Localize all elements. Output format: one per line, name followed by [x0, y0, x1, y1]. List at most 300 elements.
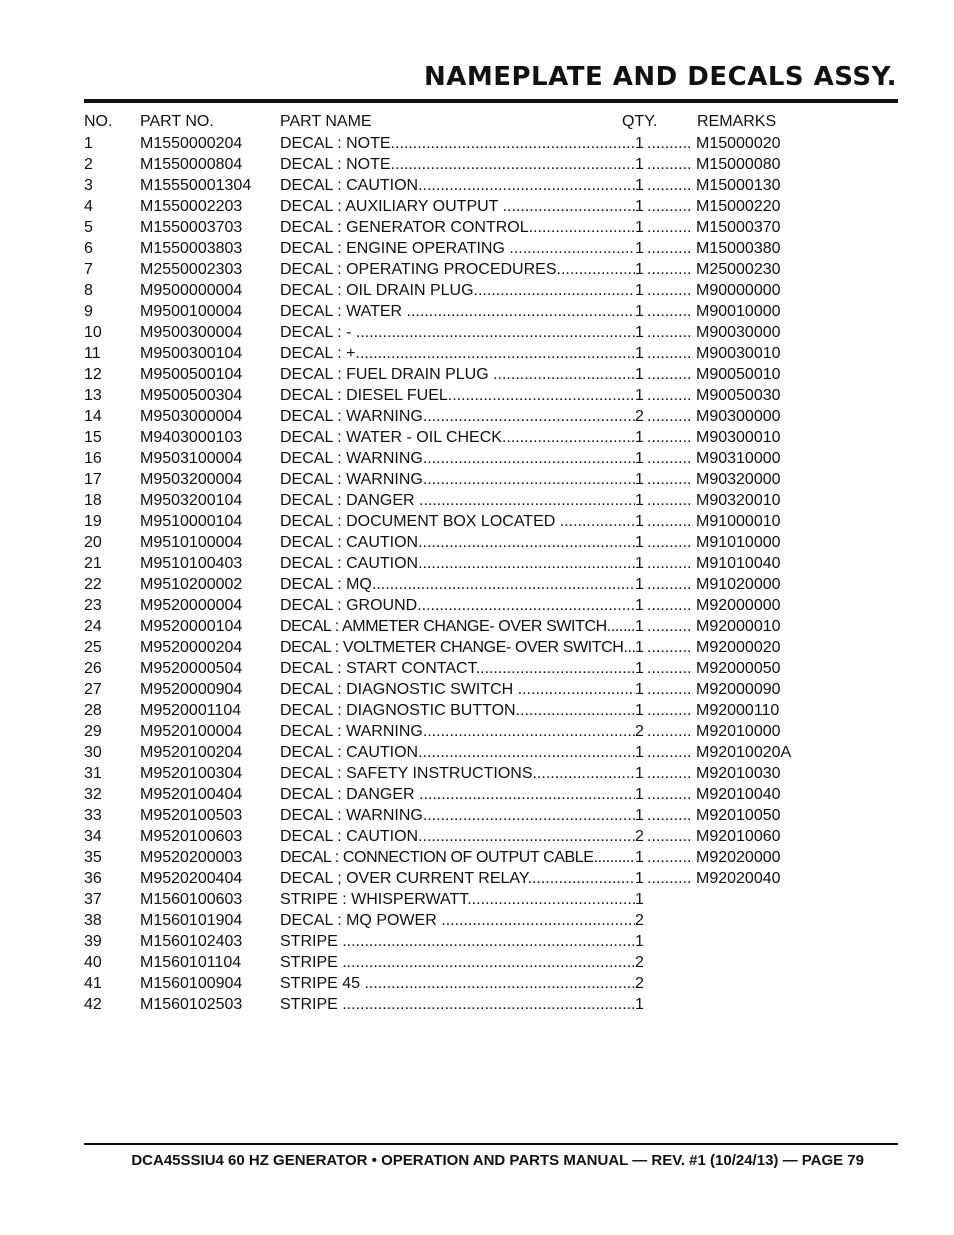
part-name: DECAL : WARNING	[280, 471, 423, 488]
part-name: DECAL : OIL DRAIN PLUG	[280, 282, 474, 299]
quantity: 1	[635, 261, 644, 278]
part-name-cell	[280, 364, 643, 385]
part-name: DECAL : -	[280, 324, 356, 341]
header-no: NO.	[84, 113, 113, 130]
part-name-cell	[280, 427, 643, 448]
part-number: M15550001304	[140, 177, 252, 194]
remarks: M92010000	[696, 723, 781, 740]
row-number: 5	[84, 219, 93, 236]
leader-dots	[647, 469, 693, 490]
remarks: M92000050	[696, 660, 781, 677]
part-number: M9500500104	[140, 366, 243, 383]
part-name-cell	[280, 868, 643, 889]
part-number: M9520000204	[140, 639, 243, 656]
part-number: M9520200003	[140, 849, 243, 866]
leader-dots	[647, 280, 693, 301]
quantity: 1	[635, 429, 644, 446]
part-name-cell	[280, 343, 643, 364]
quantity: 1	[635, 387, 644, 404]
leader-dots	[476, 660, 643, 677]
row-number: 13	[84, 387, 102, 404]
quantity: 1	[635, 345, 644, 362]
remarks: M25000230	[696, 261, 781, 278]
leader-dots	[647, 784, 693, 805]
remarks: M90300000	[696, 408, 781, 425]
remarks: M15000020	[696, 135, 781, 152]
part-name: DECAL : MQ	[280, 576, 372, 593]
table-row	[84, 217, 884, 238]
part-name-cell	[280, 385, 643, 406]
row-number: 21	[84, 555, 102, 572]
part-name-cell	[280, 658, 643, 679]
quantity: 1	[635, 807, 644, 824]
table-row	[84, 637, 884, 658]
quantity: 1	[635, 576, 644, 593]
remarks: M91020000	[696, 576, 781, 593]
remarks: M92000110	[696, 702, 780, 719]
leader-dots	[342, 933, 643, 950]
leader-dots	[532, 765, 643, 782]
part-number: M9403000103	[140, 429, 243, 446]
table-row	[84, 658, 884, 679]
leader-dots	[647, 700, 693, 721]
part-name: DECAL : OPERATING PROCEDURES	[280, 261, 557, 278]
part-name: DECAL : WARNING	[280, 723, 423, 740]
quantity: 1	[635, 450, 644, 467]
leader-dots	[647, 322, 693, 343]
leader-dots	[418, 555, 643, 572]
part-name: DECAL : START CONTACT	[280, 660, 476, 677]
row-number: 23	[84, 597, 102, 614]
table-row	[84, 259, 884, 280]
part-name-cell	[280, 910, 643, 931]
leader-dots	[503, 198, 643, 215]
part-name-cell	[280, 679, 643, 700]
remarks: M92010060	[696, 828, 781, 845]
part-name-cell	[280, 889, 643, 910]
leader-dots	[647, 448, 693, 469]
remarks: M90010000	[696, 303, 781, 320]
part-name: DECAL : GROUND	[280, 597, 418, 614]
table-row	[84, 406, 884, 427]
part-name-cell	[280, 301, 643, 322]
part-name-cell	[280, 448, 643, 469]
quantity: 1	[635, 471, 644, 488]
row-number: 42	[84, 996, 102, 1013]
quantity: 1	[635, 702, 644, 719]
leader-dots	[418, 828, 643, 845]
part-name-cell	[280, 553, 643, 574]
table-row	[84, 700, 884, 721]
quantity: 1	[635, 198, 644, 215]
quantity: 1	[635, 366, 644, 383]
leader-dots	[647, 574, 693, 595]
remarks: M15000370	[696, 219, 781, 236]
remarks: M15000130	[696, 177, 781, 194]
row-number: 34	[84, 828, 102, 845]
row-number: 9	[84, 303, 93, 320]
table-row	[84, 973, 884, 994]
table-row	[84, 952, 884, 973]
row-number: 26	[84, 660, 102, 677]
quantity: 1	[635, 303, 644, 320]
part-name: DECAL : SAFETY INSTRUCTIONS	[280, 765, 533, 782]
part-name-cell	[280, 259, 643, 280]
part-number: M9520100004	[140, 723, 243, 740]
part-name-cell	[280, 721, 643, 742]
remarks: M90300010	[696, 429, 781, 446]
part-number: M1560102403	[140, 933, 243, 950]
part-number: M9520100404	[140, 786, 243, 803]
remarks: M90030000	[696, 324, 781, 341]
table-row	[84, 784, 884, 805]
row-number: 24	[84, 618, 102, 635]
table-row	[84, 553, 884, 574]
leader-dots	[529, 219, 643, 236]
leader-dots	[355, 345, 643, 362]
leader-dots	[342, 996, 643, 1013]
leader-dots	[647, 490, 693, 511]
table-row	[84, 763, 884, 784]
part-number: M1550003803	[140, 240, 243, 257]
table-row	[84, 721, 884, 742]
part-name-cell	[280, 595, 643, 616]
part-name-cell	[280, 490, 643, 511]
table-row	[84, 595, 884, 616]
remarks: M92000010	[696, 618, 781, 635]
part-name: DECAL : WARNING	[280, 450, 423, 467]
remarks: M90000000	[696, 282, 781, 299]
part-number: M9520001104	[140, 702, 242, 719]
row-number: 7	[84, 261, 93, 278]
part-name-cell	[280, 805, 643, 826]
row-number: 3	[84, 177, 93, 194]
row-number: 31	[84, 765, 102, 782]
footer-rule	[84, 1143, 898, 1145]
leader-dots	[372, 576, 643, 593]
table-row	[84, 280, 884, 301]
row-number: 18	[84, 492, 102, 509]
part-name-cell	[280, 217, 643, 238]
remarks: M15000220	[696, 198, 781, 215]
row-number: 19	[84, 513, 102, 530]
quantity: 1	[635, 744, 644, 761]
table-row	[84, 490, 884, 511]
table-row	[84, 805, 884, 826]
part-name: DECAL : CAUTION	[280, 177, 419, 194]
leader-dots	[419, 786, 643, 803]
part-name-cell	[280, 469, 643, 490]
table-row	[84, 469, 884, 490]
leader-dots	[647, 637, 693, 658]
part-name: DECAL : ENGINE OPERATING	[280, 240, 510, 257]
part-number: M9520100204	[140, 744, 243, 761]
quantity: 1	[635, 996, 644, 1013]
leader-dots	[418, 744, 643, 761]
remarks: M15000080	[696, 156, 781, 173]
remarks: M90050010	[696, 366, 781, 383]
quantity: 1	[635, 282, 644, 299]
leader-dots	[647, 826, 693, 847]
part-name: DECAL : NOTE	[280, 156, 391, 173]
page-footer: DCA45SSIU4 60 HZ GENERATOR • OPERATION AND PARTS MANUAL — REV. #1 (10/24/13) — PAGE 79	[131, 1152, 864, 1169]
leader-dots	[364, 975, 643, 992]
leader-dots	[423, 471, 643, 488]
leader-dots	[518, 681, 643, 698]
quantity: 1	[635, 681, 644, 698]
leader-dots	[647, 364, 693, 385]
part-number: M1560101104	[140, 954, 242, 971]
table-body	[84, 133, 884, 1015]
part-name-cell	[280, 637, 643, 658]
quantity: 2	[635, 975, 644, 992]
quantity: 1	[635, 639, 644, 656]
leader-dots	[647, 175, 693, 196]
row-number: 40	[84, 954, 102, 971]
leader-dots	[647, 154, 693, 175]
part-name: DECAL : GENERATOR CONTROL	[280, 219, 529, 236]
part-number: M1550003703	[140, 219, 243, 236]
quantity: 2	[635, 408, 644, 425]
remarks: M90310000	[696, 450, 781, 467]
row-number: 33	[84, 807, 102, 824]
part-name: DECAL : CAUTION	[280, 828, 419, 845]
leader-dots	[647, 238, 693, 259]
quantity: 2	[635, 954, 644, 971]
leader-dots	[647, 217, 693, 238]
leader-dots	[391, 156, 643, 173]
part-name: STRIPE : WHISPERWATT	[280, 891, 468, 908]
leader-dots	[423, 807, 643, 824]
quantity: 1	[635, 555, 644, 572]
quantity: 1	[635, 156, 644, 173]
part-number: M9510100403	[140, 555, 243, 572]
leader-dots	[502, 429, 643, 446]
leader-dots	[647, 805, 693, 826]
remarks: M91000010	[696, 513, 781, 530]
part-name-cell	[280, 175, 643, 196]
leader-dots	[647, 511, 693, 532]
remarks: M92010040	[696, 786, 781, 803]
part-name: STRIPE	[280, 996, 343, 1013]
quantity: 1	[635, 513, 644, 530]
part-number: M1560102503	[140, 996, 243, 1013]
part-name-cell	[280, 931, 643, 952]
remarks: M92020040	[696, 870, 781, 887]
table-row	[84, 532, 884, 553]
leader-dots	[647, 742, 693, 763]
table-header-row	[84, 111, 884, 133]
part-number: M9520000504	[140, 660, 243, 677]
part-name: DECAL : DOCUMENT BOX LOCATED	[280, 513, 560, 530]
remarks: M92000000	[696, 597, 781, 614]
part-number: M9510000104	[140, 513, 243, 530]
leader-dots	[342, 954, 643, 971]
part-name: DECAL : CAUTION	[280, 555, 419, 572]
quantity: 1	[635, 219, 644, 236]
part-name-cell	[280, 511, 643, 532]
row-number: 37	[84, 891, 102, 908]
quantity: 2	[635, 723, 644, 740]
header-part-no: PART NO.	[140, 113, 214, 130]
header-qty: QTY.	[622, 113, 658, 130]
row-number: 6	[84, 240, 93, 257]
leader-dots	[560, 513, 643, 530]
part-name: DECAL ; OVER CURRENT RELAY	[280, 870, 528, 887]
remarks: M91010000	[696, 534, 781, 551]
part-name: DECAL : WARNING	[280, 807, 423, 824]
table-row	[84, 175, 884, 196]
part-name: DECAL : WARNING	[280, 408, 423, 425]
part-name-cell	[280, 826, 643, 847]
leader-dots	[474, 282, 643, 299]
quantity: 1	[635, 660, 644, 677]
part-number: M2550002303	[140, 261, 243, 278]
part-number: M9520000904	[140, 681, 243, 698]
part-name: STRIPE	[280, 933, 343, 950]
leader-dots	[448, 387, 643, 404]
part-number: M9520100304	[140, 765, 243, 782]
leader-dots	[391, 135, 643, 152]
part-name: DECAL : CONNECTION OF OUTPUT CABLE	[280, 849, 594, 866]
table-row	[84, 133, 884, 154]
part-name-cell	[280, 973, 643, 994]
part-name: DECAL : WATER - OIL CHECK	[280, 429, 502, 446]
quantity: 1	[635, 135, 644, 152]
part-name: STRIPE	[280, 954, 343, 971]
table-row	[84, 238, 884, 259]
leader-dots	[647, 763, 693, 784]
part-name: DECAL : CAUTION	[280, 534, 419, 551]
leader-dots	[419, 492, 643, 509]
table-row	[84, 931, 884, 952]
leader-dots	[557, 261, 644, 278]
part-number: M1550002203	[140, 198, 243, 215]
parts-table	[84, 111, 884, 1015]
table-row	[84, 868, 884, 889]
part-name: DECAL : NOTE	[280, 135, 391, 152]
table-row	[84, 154, 884, 175]
table-row	[84, 574, 884, 595]
table-row	[84, 826, 884, 847]
part-name-cell	[280, 238, 643, 259]
part-number: M9500100004	[140, 303, 243, 320]
part-name-cell	[280, 763, 643, 784]
title-rule	[84, 99, 898, 103]
part-number: M9510100004	[140, 534, 243, 551]
remarks: M90320000	[696, 471, 781, 488]
quantity: 1	[635, 240, 644, 257]
row-number: 20	[84, 534, 102, 551]
quantity: 1	[635, 870, 644, 887]
header-part-name: PART NAME	[280, 113, 372, 130]
leader-dots	[647, 721, 693, 742]
row-number: 32	[84, 786, 102, 803]
remarks: M90050030	[696, 387, 781, 404]
part-number: M9500000004	[140, 282, 243, 299]
row-number: 28	[84, 702, 102, 719]
part-number: M1560100603	[140, 891, 243, 908]
quantity: 1	[635, 618, 644, 635]
leader-dots	[493, 366, 643, 383]
part-number: M9520000104	[140, 618, 243, 635]
table-row	[84, 196, 884, 217]
table-row	[84, 427, 884, 448]
row-number: 27	[84, 681, 102, 698]
leader-dots	[467, 891, 643, 908]
part-number: M1550000204	[140, 135, 243, 152]
leader-dots	[418, 177, 643, 194]
remarks: M90320010	[696, 492, 781, 509]
row-number: 8	[84, 282, 93, 299]
leader-dots	[647, 532, 693, 553]
part-name-cell	[280, 133, 643, 154]
leader-dots	[516, 702, 643, 719]
table-row	[84, 343, 884, 364]
part-number: M9520200404	[140, 870, 243, 887]
table-row	[84, 301, 884, 322]
row-number: 1	[84, 135, 93, 152]
leader-dots	[647, 553, 693, 574]
table-row	[84, 616, 884, 637]
table-row	[84, 847, 884, 868]
part-number: M9503200004	[140, 471, 243, 488]
quantity: 2	[635, 912, 644, 929]
leader-dots	[647, 847, 693, 868]
part-name: DECAL : WATER	[280, 303, 407, 320]
remarks: M92010020A	[696, 744, 792, 761]
part-name-cell	[280, 532, 643, 553]
leader-dots	[647, 133, 693, 154]
leader-dots	[509, 240, 643, 257]
leader-dots	[647, 616, 693, 637]
part-name: DECAL : DIESEL FUEL	[280, 387, 448, 404]
table-row	[84, 742, 884, 763]
remarks: M92000090	[696, 681, 781, 698]
leader-dots	[647, 427, 693, 448]
leader-dots	[423, 450, 643, 467]
part-number: M9520100603	[140, 828, 243, 845]
row-number: 30	[84, 744, 102, 761]
table-row	[84, 994, 884, 1015]
row-number: 35	[84, 849, 102, 866]
part-name: DECAL : VOLTMETER CHANGE- OVER SWITCH	[280, 639, 624, 656]
leader-dots	[647, 259, 693, 280]
part-name: DECAL : CAUTION	[280, 744, 419, 761]
part-name-cell	[280, 742, 643, 763]
leader-dots	[527, 870, 643, 887]
row-number: 22	[84, 576, 102, 593]
leader-dots	[356, 324, 643, 341]
row-number: 10	[84, 324, 102, 341]
leader-dots	[647, 196, 693, 217]
quantity: 1	[635, 933, 644, 950]
table-row	[84, 511, 884, 532]
part-name: STRIPE 45	[280, 975, 365, 992]
part-name-cell	[280, 952, 643, 973]
part-number: M1560100904	[140, 975, 243, 992]
leader-dots	[417, 597, 643, 614]
part-number: M9500300004	[140, 324, 243, 341]
remarks: M92010050	[696, 807, 781, 824]
table-row	[84, 385, 884, 406]
part-name-cell	[280, 847, 643, 868]
part-name: DECAL : MQ POWER	[280, 912, 442, 929]
leader-dots	[647, 406, 693, 427]
leader-dots	[647, 679, 693, 700]
row-number: 41	[84, 975, 102, 992]
leader-dots	[407, 303, 643, 320]
